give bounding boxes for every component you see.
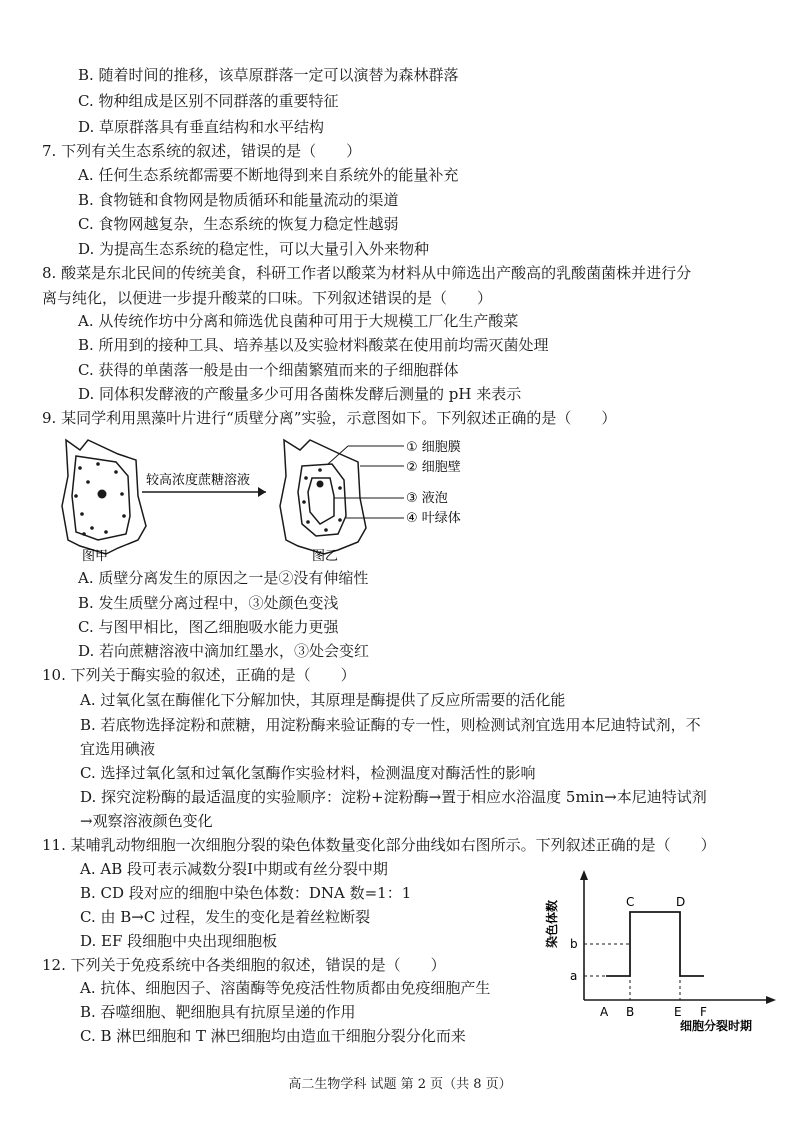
label-vacuole: ③ 液泡 [406, 491, 448, 506]
y-tick-b: b [570, 937, 578, 951]
y-tick-a: a [570, 969, 578, 983]
page-footer: 高二生物学科 试题 第 2 页（共 8 页） [288, 1077, 512, 1092]
point-label-a: A [600, 1005, 609, 1019]
q10-option-b-line2: 宜选用碘液 [80, 740, 156, 758]
x-axis-arrow [766, 996, 776, 1004]
q8-option-d: D. 同体积发酵液的产酸量多少可用各菌株发酵后测量的 pH 来表示 [78, 385, 522, 403]
q9-option-b: B. 发生质壁分离过程中，③处颜色变浅 [78, 594, 339, 612]
q9-option-c: C. 与图甲相比，图乙细胞吸水能力更强 [78, 618, 339, 636]
q7-option-b: B. 食物链和食物网是物质循环和能量流动的渠道 [78, 191, 399, 209]
q10-stem: 10. 下列关于酶实验的叙述，正确的是（ ） [42, 666, 356, 684]
plasmolysis-figure [58, 436, 468, 564]
figure-caption-right: 图乙 [312, 549, 339, 564]
q11-option-c: C. 由 B→C 过程，发生的变化是着丝粒断裂 [80, 908, 371, 926]
point-label-c: C [626, 895, 635, 909]
chromosome-count-graph [540, 866, 780, 1034]
q9-stem: 9. 某同学利用黑藻叶片进行“质壁分离”实验，示意图如下。下列叙述正确的是（ ） [42, 409, 617, 427]
label-chloroplast: ④ 叶绿体 [406, 511, 461, 526]
q12-option-a: A. 抗体、细胞因子、溶菌酶等免疫活性物质都由免疫细胞产生 [80, 979, 491, 997]
chloroplast-dots-left [74, 462, 126, 536]
y-axis-label: 染色体数 [545, 899, 559, 949]
q11-option-a: A. AB 段可表示减数分裂Ⅰ中期或有丝分裂中期 [80, 860, 388, 878]
point-label-f: F [700, 1005, 707, 1019]
q10-option-d-line1: D. 探究淀粉酶的最适温度的实验顺序：淀粉+淀粉酶→置于相应水浴温度 5min→本尼迪特试剂 [80, 788, 707, 806]
q6-option-c: C. 物种组成是区别不同群落的重要特征 [78, 92, 339, 110]
arrow-label: 较高浓度蔗糖溶液 [146, 473, 251, 488]
q6-option-b: B. 随着时间的推移，该草原群落一定可以演替为森林群落 [78, 66, 459, 84]
q6-option-d: D. 草原群落具有垂直结构和水平结构 [78, 118, 325, 136]
q10-option-b-line1: B. 若底物选择淀粉和蔗糖，用淀粉酶来验证酶的专一性，则检测试剂宜选用本尼迪特试剂，不 [80, 716, 701, 734]
q7-option-c: C. 食物网越复杂，生态系统的恢复力稳定性越弱 [78, 215, 399, 233]
q7-option-d: D. 为提高生态系统的稳定性，可以大量引入外来物种 [78, 240, 430, 258]
leader-lines [328, 446, 404, 518]
q11-option-d: D. EF 段细胞中央出现细胞板 [80, 932, 278, 950]
q12-option-c: C. B 淋巴细胞和 T 淋巴细胞均由造血干细胞分裂分化而来 [80, 1027, 466, 1045]
q10-option-a: A. 过氧化氢在酶催化下分解加快，其原理是酶提供了反应所需要的活化能 [80, 691, 566, 709]
q8-stem-line1: 8. 酸菜是东北民间的传统美食，科研工作者以酸菜为材料从中筛选出产酸高的乳酸菌菌株并进行分 [42, 264, 692, 282]
q9-option-a: A. 质壁分离发生的原因之一是②没有伸缩性 [78, 569, 369, 587]
y-axis-arrow [580, 870, 588, 880]
q11-stem: 11. 某哺乳动物细胞一次细胞分裂的染色体数量变化部分曲线如右图所示。下列叙述正确的是（ ） [42, 836, 716, 854]
guide-lines [584, 944, 680, 1000]
point-label-b: B [626, 1005, 635, 1019]
point-label-e: E [674, 1005, 682, 1019]
q8-stem-line2: 离与纯化，以便进一步提升酸菜的口味。下列叙述错误的是（ ） [42, 289, 493, 307]
label-cell-wall: ② 细胞壁 [406, 460, 461, 475]
q8-option-b: B. 所用到的接种工具、培养基以及实验材料酸菜在使用前均需灭菌处理 [78, 336, 549, 354]
arrow-head [258, 487, 266, 497]
q8-option-c: C. 获得的单菌落一般是由一个细菌繁殖而来的子细胞群体 [78, 361, 459, 379]
point-label-d: D [676, 895, 686, 909]
label-cell-membrane: ① 细胞膜 [406, 440, 461, 455]
q12-option-b: B. 吞噬细胞、靶细胞具有抗原呈递的作用 [80, 1003, 356, 1021]
q12-stem: 12. 下列关于免疫系统中各类细胞的叙述，错误的是（ ） [42, 956, 446, 974]
q10-option-d-line2: →观察溶液颜色变化 [80, 812, 213, 830]
q7-stem: 7. 下列有关生态系统的叙述，错误的是（ ） [42, 142, 362, 160]
q11-option-b: B. CD 段对应的细胞中染色体数：DNA 数=1：1 [80, 884, 412, 902]
x-axis-label: 细胞分裂时期 [680, 1019, 753, 1033]
figure-caption-left: 图甲 [82, 549, 109, 564]
q10-option-c: C. 选择过氧化氢和过氧化氢酶作实验材料，检测温度对酶活性的影响 [80, 764, 536, 782]
q9-option-d: D. 若向蔗糖溶液中滴加红墨水，③处会变红 [78, 642, 370, 660]
q8-option-a: A. 从传统作坊中分离和筛选优良菌种可用于大规模工厂化生产酸菜 [78, 312, 519, 330]
q7-option-a: A. 任何生态系统都需要不断地得到来自系统外的能量补充 [78, 166, 459, 184]
cell-plasmolysed [280, 440, 366, 554]
